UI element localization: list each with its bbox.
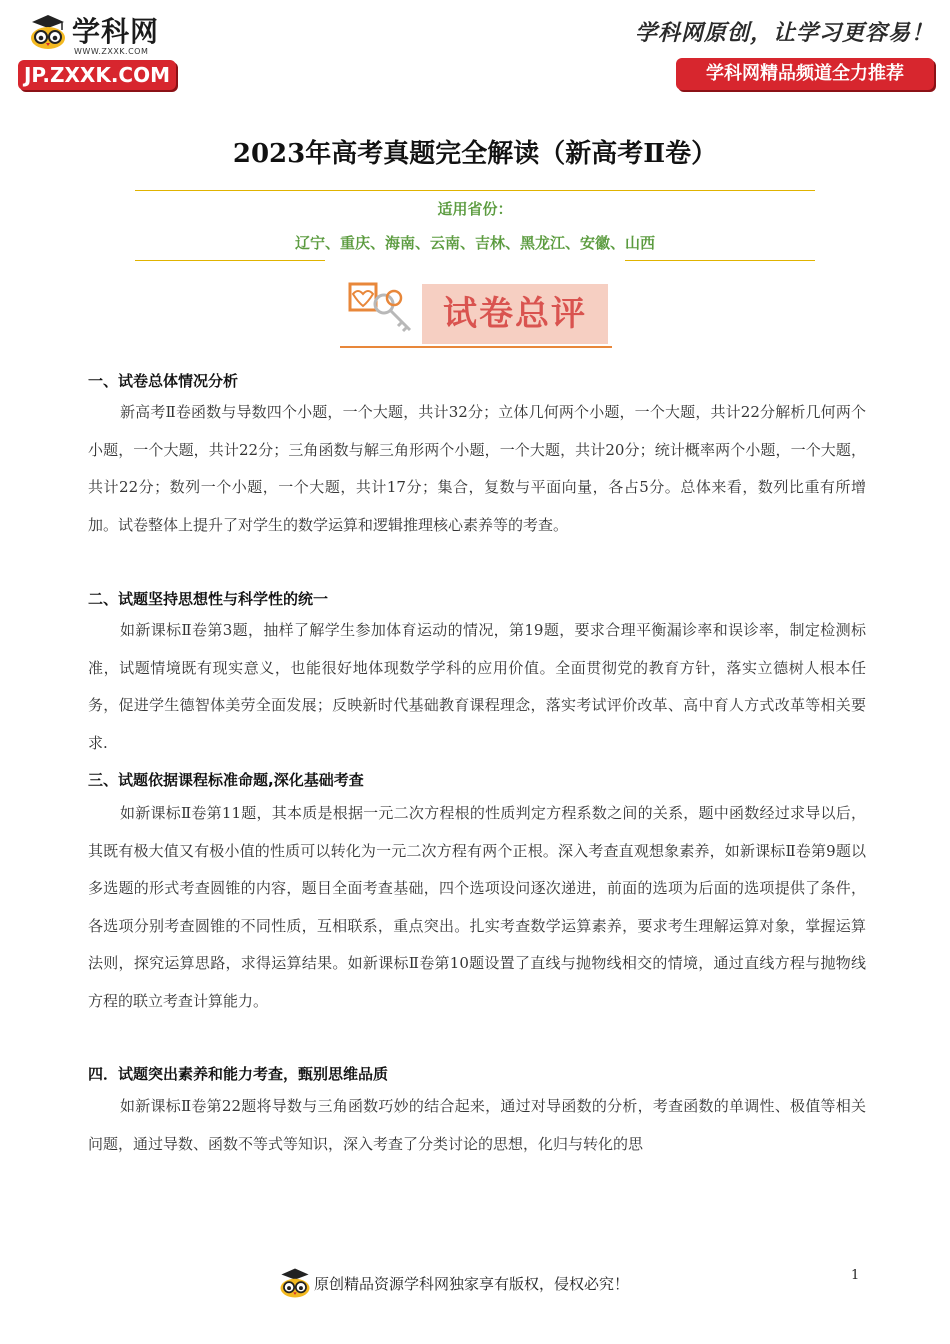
section-paragraph: 新高考Ⅱ卷函数与导数四个小题，一个大题，共计32分；立体几何两个小题，一个大题，共计22分解析几何两个小题，一个大题，共计22分；三角函数与解三角形两个小题，一个大题，共计20分；统计概率两个小题，一个大题，共计22分；数列一个小题，一个大题，共计17分；集合，复数与平面向量，各占5分。总体来看，数列比重有所增加。试卷整体上提升了对学生的数学运算和逻辑推理核心素养等的考查。 [88, 403, 866, 534]
section-heading: 二、试题坚持思想性与科学性的统一 [88, 590, 329, 608]
page-footer [278, 1266, 629, 1300]
section-paragraph: 如新课标Ⅱ卷第3题，抽样了解学生参加体育运动的情况，第19题，要求合理平衡漏诊率和误诊率，制定检测标准，试题情境既有现实意义，也能很好地体现数学学科的应用价值。全面贯彻党的教育方针，落实立德树人根本任务，促进学生德智体美劳全面发展；反映新时代基础教育课程理念，落实考试评价改革、高中育人方式改革等相关要求. [88, 621, 866, 752]
section-banner [340, 278, 612, 350]
brand-head [28, 14, 159, 50]
owl-mascot-icon [28, 14, 68, 50]
section-heading: 一、试卷总体情况分析 [88, 372, 239, 390]
section-heading: 四．试题突出素养和能力考查，甄别思维品质 [88, 1065, 389, 1083]
owl-mascot-icon [278, 1266, 312, 1300]
banner-underline [340, 346, 612, 348]
divider-bottom-left [135, 260, 325, 261]
banner-title: 试卷总评 [443, 294, 587, 334]
brand-url: WWW.ZXXK.COM [74, 47, 149, 56]
document-title: 2023年高考真题完全解读（新高考Ⅱ卷） [232, 139, 718, 169]
province-list: 辽宁、重庆、海南、云南、吉林、黑龙江、安徽、山西 [294, 234, 655, 252]
province-label: 适用省份： [437, 200, 513, 218]
section-heading: 三、试题依据课程标准命题,深化基础考查 [88, 771, 364, 789]
copyright-notice: 原创精品资源学科网独家享有版权，侵权必究！ [314, 1274, 630, 1293]
section-paragraph: 如新课标Ⅱ卷第11题，其本质是根据一元二次方程根的性质判定方程系数之间的关系，题中函数经过求导以后，其既有极大值又有极小值的性质可以转化为一元二次方程有两个正根。深入考查直观想象素养，如新课标Ⅱ卷第9题以多选题的形式考查圆锥的内容，题目全面考查基础，四个选项设问逐次递进，前面的选项为后面的选项提供了条件，各选项分别考查圆锥的不同性质，互相联系，重点突出。扎实考查数学运算素养，要求考生理解运算对象，掌握运算法则，探究运算思路，求得运算结果。如新课标Ⅱ卷第10题设置了直线与抛物线相交的情境，通过直线方程与抛物线方程的联立考查计算能力。 [88, 804, 866, 1010]
page-number: 1 [851, 1268, 860, 1283]
recommend-badge[interactable]: 学科网精品频道全力推荐 [676, 58, 934, 90]
divider-top [135, 190, 815, 191]
brand-badge[interactable]: JP.ZXXK.COM [18, 60, 176, 90]
section-paragraph: 如新课标Ⅱ卷第22题将导数与三角函数巧妙的结合起来，通过对导函数的分析，考查函数的单调性、极值等相关问题，通过导数、函数不等式等知识，深入考查了分类讨论的思想，化归与转化的思 [88, 1097, 866, 1153]
brand-logo[interactable] [18, 14, 188, 96]
brand-name: 学科网 [72, 15, 160, 48]
header-slogan: 学科网原创，让学习更容易！ [634, 20, 934, 46]
keys-icon [344, 278, 424, 342]
divider-bottom-right [625, 260, 815, 261]
